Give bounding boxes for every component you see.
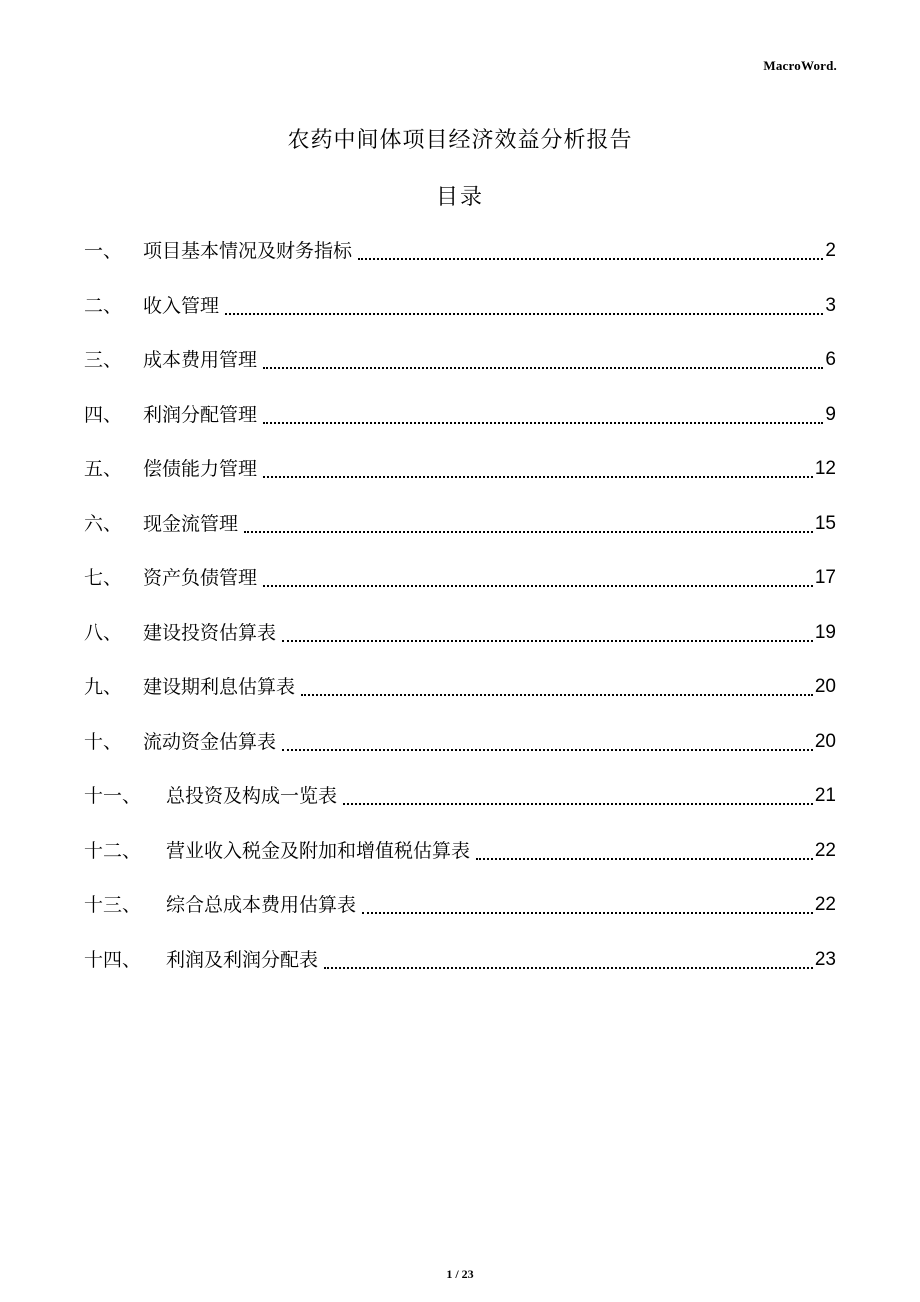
toc-dot-leader <box>343 778 813 814</box>
toc-entry-number: 一、 <box>84 240 123 262</box>
toc-dot-leader <box>263 397 823 433</box>
toc-entry-page[interactable]: 9 <box>825 403 836 425</box>
toc-entry-number: 二、 <box>84 294 123 317</box>
toc-entry-title[interactable]: 建设期利息估算表 <box>143 676 296 698</box>
toc-entry-number: 五、 <box>84 458 123 480</box>
toc-dot-leader <box>358 233 823 269</box>
toc-entry-page[interactable]: 15 <box>814 512 836 534</box>
toc-entry-page[interactable]: 17 <box>814 567 836 588</box>
toc-entry[interactable] <box>84 397 836 452</box>
toc-entry-number: 三、 <box>84 349 123 371</box>
toc-entry-page[interactable]: 2 <box>825 240 836 261</box>
document-title: 农药中间体项目经济效益分析报告 <box>287 128 633 153</box>
toc-dot-leader <box>362 887 813 923</box>
toc-dot-leader <box>225 288 823 324</box>
toc-entry-page[interactable]: 6 <box>825 349 836 370</box>
toc-entry-title[interactable]: 营业收入税金及附加和增值税估算表 <box>166 839 471 862</box>
toc-entry[interactable] <box>84 615 836 670</box>
toc-entry-title[interactable]: 收入管理 <box>143 294 220 317</box>
toc-entry[interactable] <box>84 942 836 997</box>
toc-dot-leader <box>301 669 813 705</box>
toc-entry-number: 八、 <box>84 621 123 644</box>
toc-entry-page[interactable]: 12 <box>814 458 836 479</box>
toc-entry-title[interactable]: 流动资金估算表 <box>143 730 277 753</box>
toc-entry-page[interactable]: 20 <box>814 730 836 752</box>
toc-entry-page[interactable]: 23 <box>814 948 836 970</box>
toc-entry-page[interactable]: 22 <box>814 839 836 861</box>
toc-entry-number: 六、 <box>84 512 123 535</box>
toc-entry-number: 十二、 <box>84 839 142 862</box>
toc-entry[interactable] <box>84 342 836 397</box>
toc-entry-title[interactable]: 偿债能力管理 <box>143 458 258 480</box>
toc-entry-title[interactable]: 资产负债管理 <box>143 567 258 589</box>
toc-dot-leader <box>263 342 823 378</box>
toc-entry-title[interactable]: 利润及利润分配表 <box>166 948 319 971</box>
toc-entry-title[interactable]: 建设投资估算表 <box>143 621 277 644</box>
toc-entry[interactable] <box>84 560 836 615</box>
toc-dot-leader <box>282 724 813 760</box>
toc-entry-title[interactable]: 总投资及构成一览表 <box>166 785 338 807</box>
toc-entry-number: 十一、 <box>84 785 142 807</box>
toc-entry-number: 十四、 <box>84 948 142 971</box>
toc-entry-title[interactable]: 利润分配管理 <box>143 403 258 426</box>
toc-entry[interactable] <box>84 887 836 942</box>
toc-dot-leader <box>476 833 813 869</box>
toc-entry-number: 七、 <box>84 567 123 589</box>
toc-entry[interactable] <box>84 233 836 288</box>
toc-entry[interactable] <box>84 506 836 561</box>
toc-entry-page[interactable]: 19 <box>814 621 836 643</box>
toc-entry-title[interactable]: 现金流管理 <box>143 512 239 535</box>
toc-entry-title[interactable]: 成本费用管理 <box>143 349 258 371</box>
toc-entry-number: 十、 <box>84 730 123 753</box>
toc-heading: 目录 <box>435 185 484 210</box>
toc-entry-page[interactable]: 22 <box>814 894 836 915</box>
toc-entry-page[interactable]: 21 <box>814 785 836 806</box>
toc-dot-leader <box>324 942 813 978</box>
toc-entry[interactable] <box>84 288 836 343</box>
toc-entry-page[interactable]: 20 <box>814 676 836 697</box>
toc-entry-number: 十三、 <box>84 894 142 916</box>
footer-page-indicator: 1 / 23 <box>446 1267 474 1281</box>
toc-entry-number: 四、 <box>84 403 123 426</box>
toc-dot-leader <box>244 506 813 542</box>
table-of-contents <box>84 233 836 996</box>
toc-dot-leader <box>263 451 813 487</box>
toc-entry-title[interactable]: 项目基本情况及财务指标 <box>143 240 353 262</box>
toc-entry-title[interactable]: 综合总成本费用估算表 <box>166 894 357 916</box>
toc-entry[interactable] <box>84 778 836 833</box>
toc-entry[interactable] <box>84 669 836 724</box>
toc-entry-page[interactable]: 3 <box>825 294 836 316</box>
toc-entry[interactable] <box>84 724 836 779</box>
toc-entry[interactable] <box>84 833 836 888</box>
header-brand: MacroWord. <box>763 58 837 73</box>
toc-entry-number: 九、 <box>84 676 123 698</box>
toc-dot-leader <box>263 560 813 596</box>
toc-entry[interactable] <box>84 451 836 506</box>
toc-dot-leader <box>282 615 813 651</box>
